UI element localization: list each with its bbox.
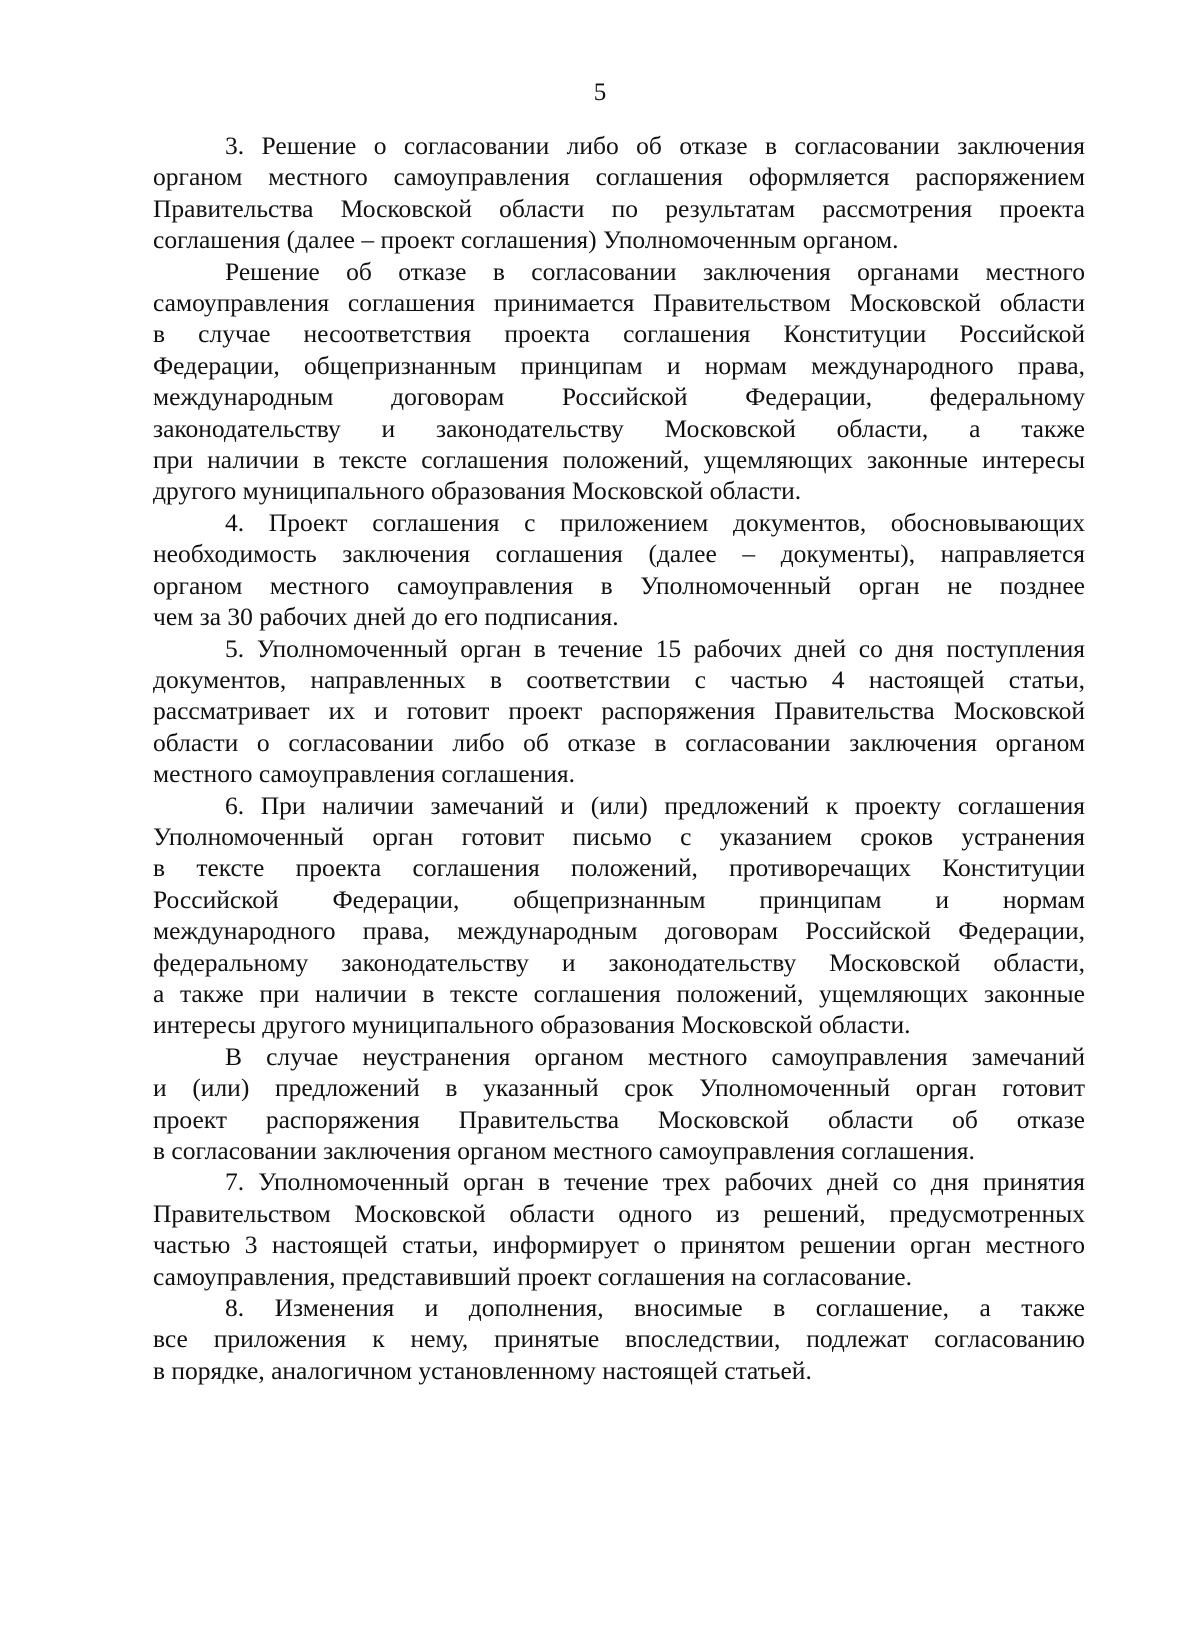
text-line: местного самоуправления соглашения. [153, 759, 575, 789]
text-line: В случае неустранения органом местного самоуправления замечаний [225, 1041, 1085, 1071]
text-line: 4. Проект соглашения с приложением документов, обосновывающих [225, 507, 1085, 537]
paragraph [153, 1292, 1085, 1386]
text-line: необходимость заключения соглашения (далее – документы), направляется [153, 539, 1085, 569]
paragraph [153, 1041, 1085, 1167]
paragraph [153, 633, 1085, 790]
text-line: 6. При наличии замечаний и (или) предложений к проекту соглашения [225, 790, 1085, 820]
paragraph [153, 790, 1085, 1041]
page-number: 5 [593, 79, 607, 106]
text-line: международным договорам Российской Федерации, федеральному [153, 382, 1085, 412]
text-line: 3. Решение о согласовании либо об отказе в согласовании заключения [225, 131, 1085, 160]
text-line: международного права, международным договорам Российской Федерации, [153, 916, 1085, 946]
text-line: интересы другого муниципального образования Московской области. [153, 1010, 911, 1040]
text-line: органом местного самоуправления соглашения оформляется распоряжением [153, 162, 1085, 192]
text-line: самоуправления, представивший проект соглашения на согласование. [153, 1261, 912, 1291]
text-line: в порядке, аналогичном установленному настоящей статьей. [153, 1355, 812, 1385]
text-line: рассматривает их и готовит проект распоряжения Правительства Московской [153, 696, 1085, 726]
text-line: проект распоряжения Правительства Московской области об отказе [153, 1104, 1085, 1134]
text-line: соглашения (далее – проект соглашения) Уполномоченным органом. [153, 225, 899, 255]
text-line: документов, направленных в соответствии с частью 4 настоящей статьи, [153, 664, 1085, 694]
text-line: 8. Изменения и дополнения, вносимые в соглашение, а также [225, 1293, 1085, 1323]
text-line: законодательству и законодательству Московской области, а также [153, 413, 1085, 443]
text-line: 7. Уполномоченный орган в течение трех рабочих дней со дня принятия [225, 1167, 1085, 1197]
paragraph [153, 130, 1085, 256]
text-line: в случае несоответствия проекта соглашения Конституции Российской [153, 319, 1085, 349]
text-line: чем за 30 рабочих дней до его подписания. [153, 602, 619, 632]
text-line: Уполномоченный орган готовит письмо с указанием сроков устранения [153, 821, 1085, 851]
text-line: в согласовании заключения органом местного самоуправления соглашения. [153, 1136, 975, 1165]
text-line: органом местного самоуправления в Уполномоченный орган не позднее [153, 570, 1085, 600]
text-line: частью 3 настоящей статьи, информирует о принятом решении орган местного [153, 1230, 1085, 1260]
paragraph [153, 256, 1085, 507]
text-line: другого муниципального образования Московской области. [153, 476, 802, 506]
text-line: области о согласовании либо об отказе в согласовании заключения органом [153, 727, 1085, 757]
document-body [153, 130, 1085, 1386]
paragraph [153, 507, 1085, 633]
text-line: Правительством Московской области одного из решений, предусмотренных [153, 1198, 1085, 1228]
text-line: 5. Уполномоченный орган в течение 15 рабочих дней со дня поступления [225, 633, 1085, 663]
text-line: а также при наличии в тексте соглашения положений, ущемляющих законные [153, 978, 1085, 1008]
text-line: в тексте проекта соглашения положений, противоречащих Конституции [153, 853, 1085, 883]
text-line: Федерации, общепризнанным принципам и нормам международного права, [153, 350, 1085, 380]
paragraph [153, 1166, 1085, 1292]
text-line: все приложения к нему, принятые впоследствии, подлежат согласованию [153, 1324, 1085, 1354]
text-line: и (или) предложений в указанный срок Уполномоченный орган готовит [153, 1073, 1085, 1103]
text-line: при наличии в тексте соглашения положений, ущемляющих законные интересы [153, 445, 1085, 475]
text-line: федеральному законодательству и законодательству Московской области, [153, 947, 1085, 977]
text-line: Правительства Московской области по результатам рассмотрения проекта [153, 193, 1085, 223]
text-line: Решение об отказе в согласовании заключения органами местного [225, 256, 1085, 286]
text-line: Российской Федерации, общепризнанным принципам и нормам [153, 884, 1085, 914]
text-line: самоуправления соглашения принимается Правительством Московской области [153, 288, 1085, 318]
